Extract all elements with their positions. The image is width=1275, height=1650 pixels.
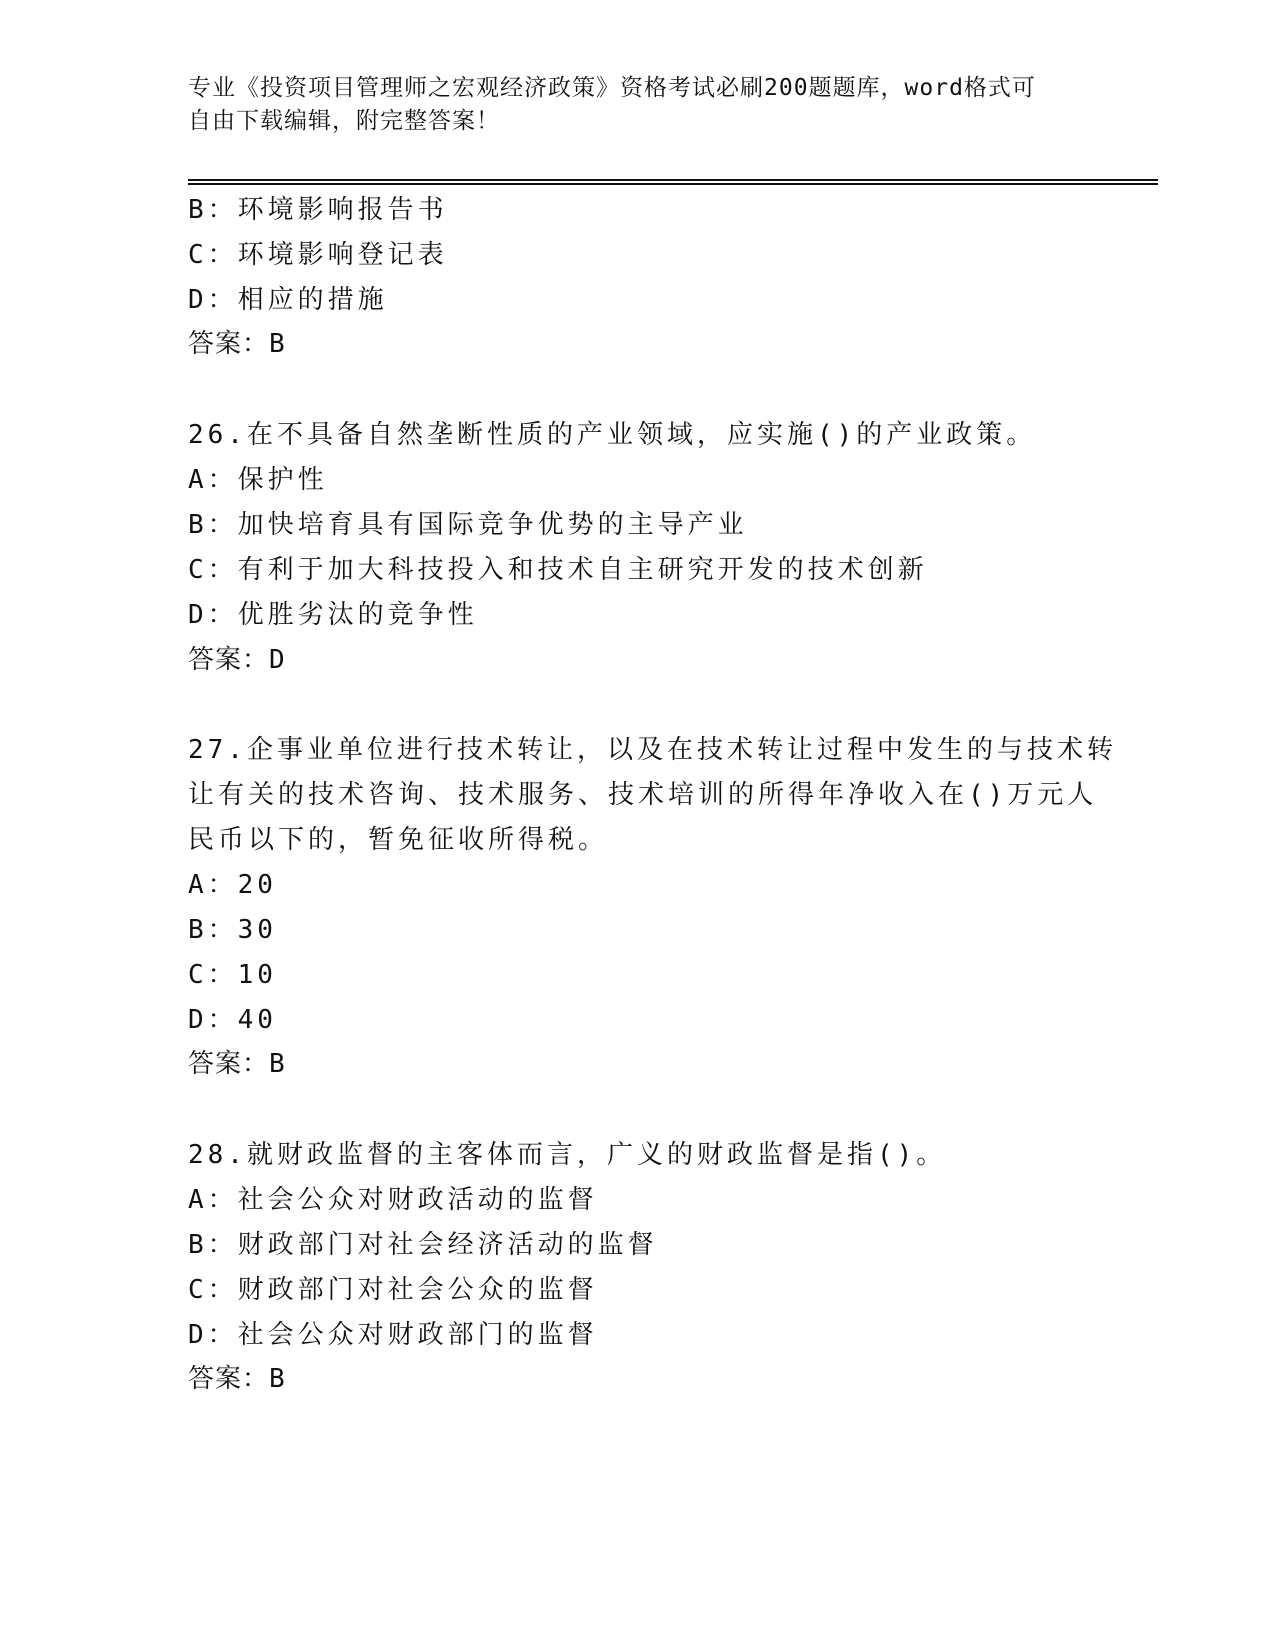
q25-answer: 答案：B xyxy=(188,329,286,359)
header-line-2: 自由下载编辑，附完整答案！ xyxy=(188,108,500,134)
q28-option-a: A：社会公众对财政活动的监督 xyxy=(188,1185,598,1215)
q27-stem-line-3: 民币以下的，暂免征收所得税。 xyxy=(188,825,609,855)
q26-option-a: A：保护性 xyxy=(188,465,328,495)
q26-option-b: B：加快培育具有国际竞争优势的主导产业 xyxy=(188,510,748,540)
q28-answer: 答案：B xyxy=(188,1364,286,1394)
q25-option-c: C：环境影响登记表 xyxy=(188,240,448,270)
q27-stem-line-2: 让有关的技术咨询、技术服务、技术培训的所得年净收入在()万元人 xyxy=(188,780,1098,810)
q26-option-d: D：优胜劣汰的竞争性 xyxy=(188,600,478,630)
q25-option-b: B：环境影响报告书 xyxy=(188,195,448,225)
document-header xyxy=(188,72,1088,138)
q28-option-d: D：社会公众对财政部门的监督 xyxy=(188,1320,598,1350)
header-line-1: 专业《投资项目管理师之宏观经济政策》资格考试必刷200题题库，word格式可 xyxy=(188,75,1036,101)
header-divider-bottom xyxy=(188,183,1158,185)
q27-option-d: D：40 xyxy=(188,1005,277,1035)
q26-answer: 答案：D xyxy=(188,645,286,675)
q25-option-d: D：相应的措施 xyxy=(188,285,388,315)
header-divider-top xyxy=(188,179,1158,181)
q27-stem-line-1: 27.企事业单位进行技术转让，以及在技术转让过程中发生的与技术转 xyxy=(188,735,1117,765)
q28-stem: 28.就财政监督的主客体而言，广义的财政监督是指()。 xyxy=(188,1140,947,1170)
q28-option-c: C：财政部门对社会公众的监督 xyxy=(188,1275,598,1305)
q26-option-c: C：有利于加大科技投入和技术自主研究开发的技术创新 xyxy=(188,555,928,585)
q28-option-b: B：财政部门对社会经济活动的监督 xyxy=(188,1230,658,1260)
q26-stem: 26.在不具备自然垄断性质的产业领域，应实施()的产业政策。 xyxy=(188,420,1037,450)
q27-option-a: A：20 xyxy=(188,870,277,900)
q27-answer: 答案：B xyxy=(188,1049,286,1079)
q27-option-c: C：10 xyxy=(188,960,277,990)
q27-option-b: B：30 xyxy=(188,915,277,945)
